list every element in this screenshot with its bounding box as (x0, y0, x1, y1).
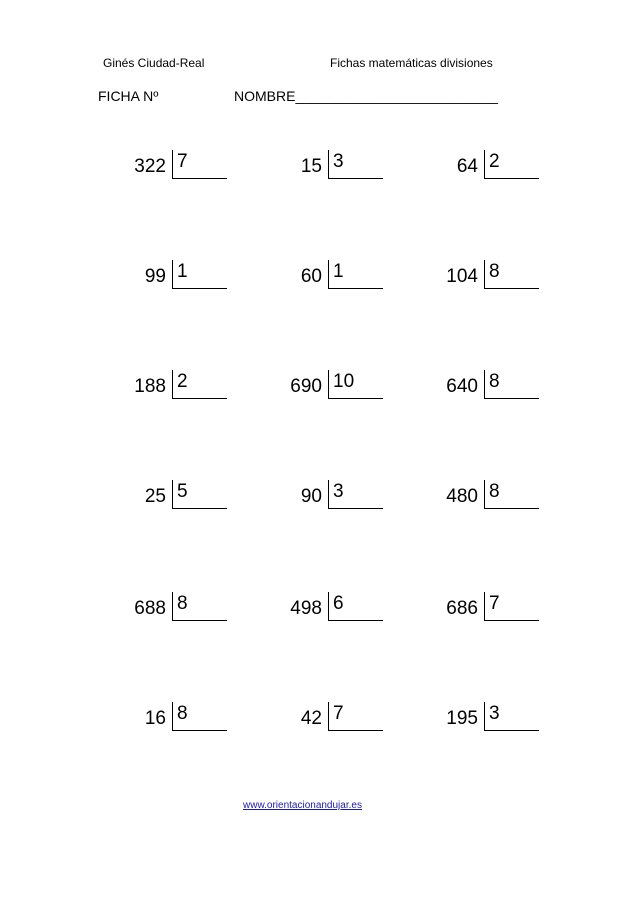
division-bracket[interactable] (328, 150, 383, 179)
division-problem (92, 150, 252, 186)
header-author: Ginés Ciudad-Real (103, 56, 205, 70)
division-problem (92, 702, 252, 738)
dividend: 15 (300, 156, 322, 177)
division-bracket[interactable] (484, 370, 539, 399)
divisor: 1 (177, 261, 188, 282)
division-bracket[interactable] (172, 480, 227, 509)
divisor: 2 (489, 151, 500, 172)
dividend: 90 (300, 486, 322, 507)
division-problem (248, 702, 408, 738)
dividend: 99 (144, 266, 166, 287)
division-problem (404, 702, 564, 738)
divisor: 3 (333, 481, 344, 502)
division-problem (92, 260, 252, 296)
dividend: 25 (144, 486, 166, 507)
divisor: 3 (333, 151, 344, 172)
division-bracket[interactable] (328, 370, 383, 399)
dividend: 498 (290, 598, 322, 619)
dividend: 480 (446, 486, 478, 507)
division-bracket[interactable] (484, 702, 539, 731)
division-bracket[interactable] (328, 592, 383, 621)
division-problem (248, 370, 408, 406)
dividend: 42 (300, 708, 322, 729)
dividend: 195 (446, 708, 478, 729)
divisor: 8 (177, 593, 188, 614)
division-problem (92, 370, 252, 406)
dividend: 686 (446, 598, 478, 619)
division-problem (248, 260, 408, 296)
header-title: Fichas matemáticas divisiones (330, 56, 493, 70)
division-problem (92, 480, 252, 516)
divisor: 6 (333, 593, 344, 614)
division-problem (404, 480, 564, 516)
division-bracket[interactable] (328, 702, 383, 731)
divisor: 8 (489, 371, 500, 392)
division-problem (248, 150, 408, 186)
divisor: 1 (333, 261, 344, 282)
division-problem (404, 592, 564, 628)
division-problem (248, 592, 408, 628)
divisor: 8 (489, 481, 500, 502)
division-bracket[interactable] (484, 480, 539, 509)
division-problem (404, 370, 564, 406)
division-bracket[interactable] (328, 480, 383, 509)
dividend: 690 (290, 376, 322, 397)
divisor: 10 (333, 371, 355, 392)
dividend: 688 (134, 598, 166, 619)
division-problem (92, 592, 252, 628)
divisor: 2 (177, 371, 188, 392)
dividend: 322 (134, 156, 166, 177)
divisor: 7 (489, 593, 500, 614)
division-problem (404, 150, 564, 186)
division-problem (248, 480, 408, 516)
divisor: 5 (177, 481, 188, 502)
divisor: 8 (177, 703, 188, 724)
dividend: 188 (134, 376, 166, 397)
division-bracket[interactable] (484, 260, 539, 289)
dividend: 640 (446, 376, 478, 397)
dividend: 16 (144, 708, 166, 729)
ficha-label: FICHA Nº (98, 88, 159, 104)
divisor: 7 (333, 703, 344, 724)
division-problem (404, 260, 564, 296)
divisor: 7 (177, 151, 188, 172)
dividend: 64 (456, 156, 478, 177)
division-bracket[interactable] (172, 592, 227, 621)
division-bracket[interactable] (172, 150, 227, 179)
dividend: 104 (446, 266, 478, 287)
division-bracket[interactable] (172, 702, 227, 731)
division-bracket[interactable] (328, 260, 383, 289)
nombre-field[interactable]: NOMBRE__________________________ (234, 88, 498, 104)
dividend: 60 (300, 266, 322, 287)
division-bracket[interactable] (484, 592, 539, 621)
division-bracket[interactable] (172, 370, 227, 399)
division-bracket[interactable] (172, 260, 227, 289)
divisor: 3 (489, 703, 500, 724)
website-link[interactable]: www.orientacionandujar.es (243, 800, 362, 811)
divisor: 8 (489, 261, 500, 282)
division-bracket[interactable] (484, 150, 539, 179)
